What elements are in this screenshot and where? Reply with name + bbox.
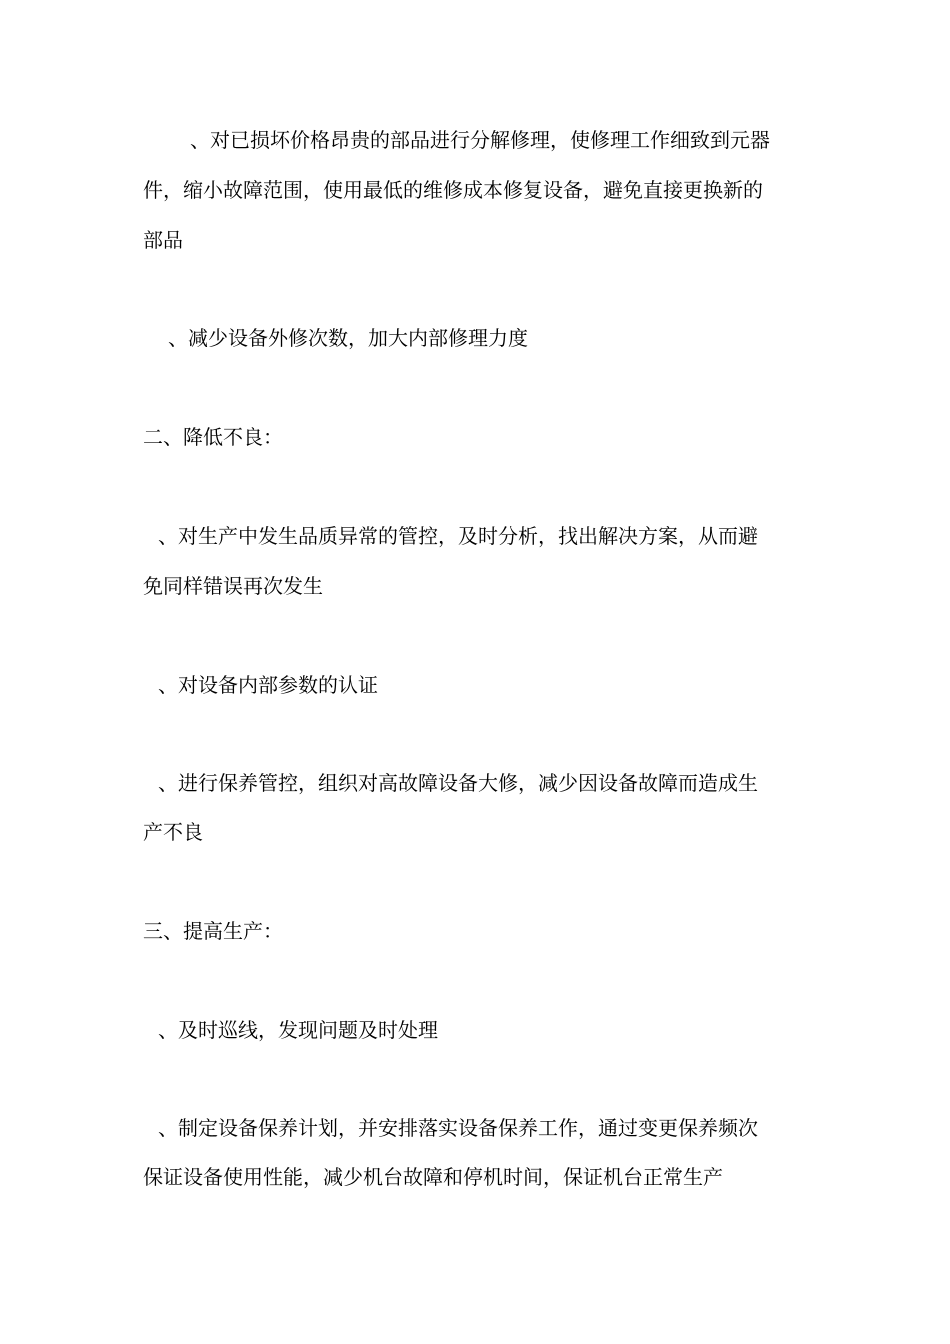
paragraph-line: 、对生产中发生品质异常的管控，及时分析，找出解决方案，从而避 [158,524,758,548]
section-heading: 二、降低不良： [143,425,283,449]
paragraph-line: 、制定设备保养计划，并安排落实设备保养工作，通过变更保养频次 [158,1116,758,1140]
paragraph-line: 、进行保养管控，组织对高故障设备大修，减少因设备故障而造成生 [158,771,758,795]
paragraph-line: 件，缩小故障范围，使用最低的维修成本修复设备，避免直接更换新的 [143,178,763,202]
section-heading: 三、提高生产： [143,919,283,943]
paragraph-line: 产不良 [143,820,203,844]
paragraph-line: 、对已损坏价格昂贵的部品进行分解修理，使修理工作细致到元器 [190,128,770,152]
list-item: 、减少设备外修次数，加大内部修理力度 [168,326,528,350]
paragraph-line: 免同样错误再次发生 [143,574,323,598]
paragraph-line: 保证设备使用性能，减少机台故障和停机时间，保证机台正常生产 [143,1165,723,1189]
list-item: 、对设备内部参数的认证 [158,673,378,697]
paragraph-line: 部品 [143,228,183,252]
list-item: 、及时巡线，发现问题及时处理 [158,1018,438,1042]
